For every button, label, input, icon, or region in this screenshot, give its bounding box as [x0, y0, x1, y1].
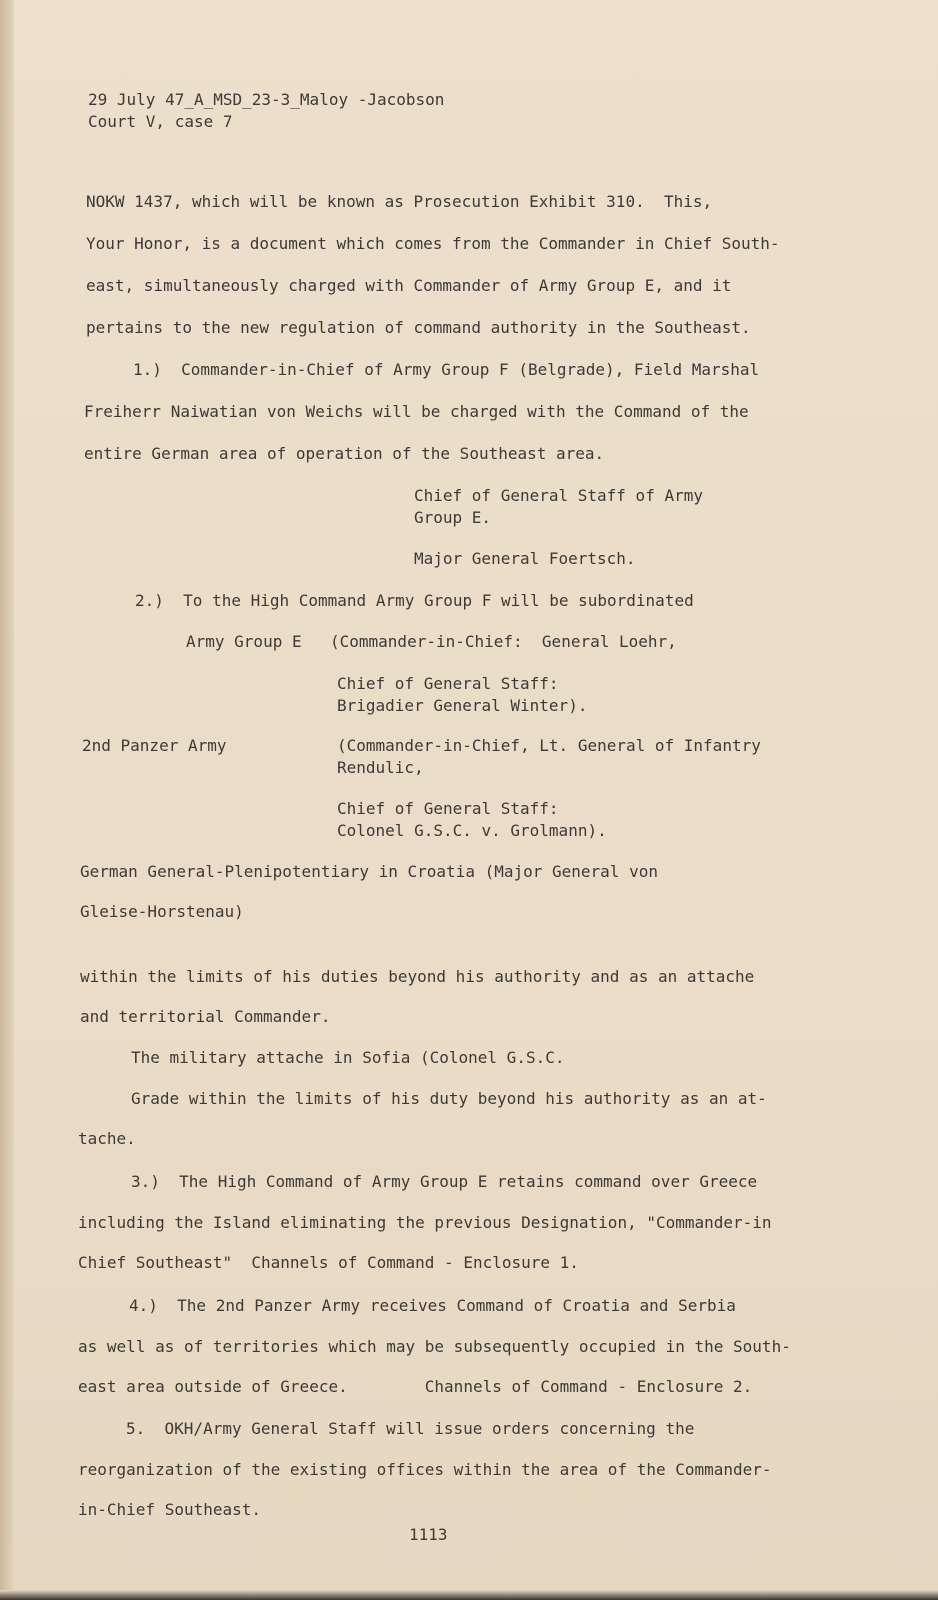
- item2-intro: 2.) To the High Command Army Group F will be subordinated: [135, 591, 694, 610]
- sig2-line: Major General Foertsch.: [414, 549, 636, 568]
- attache-line: The military attache in Sofia (Colonel G.S.C.: [131, 1048, 565, 1067]
- item1-line-3: entire German area of operation of the Southeast area.: [84, 444, 605, 463]
- panzer-army-chief-2: Colonel G.S.C. v. Grolmann).: [337, 821, 607, 840]
- item1-line-2: Freiherr Naiwatian von Weichs will be charged with the Command of the: [84, 402, 749, 421]
- header-line-2: Court V, case 7: [88, 112, 233, 131]
- army-group-e-label: Army Group E: [186, 632, 302, 651]
- within-line-1: within the limits of his duties beyond his authority and as an attache: [80, 967, 755, 986]
- item3-line-1: 3.) The High Command of Army Group E retains command over Greece: [131, 1172, 758, 1191]
- sig1-line-1: Chief of General Staff of Army: [414, 486, 703, 505]
- item4-line-2: as well as of territories which may be subsequently occupied in the South-: [78, 1337, 791, 1356]
- page-left-edge: [0, 0, 14, 1600]
- panzer-army-chief-1: Chief of General Staff:: [337, 799, 559, 818]
- para1-line-1: NOKW 1437, which will be known as Prosecution Exhibit 310. This,: [86, 192, 713, 211]
- para1-line-4: pertains to the new regulation of command authority in the Southeast.: [86, 318, 751, 337]
- page-number: 1113: [409, 1525, 448, 1544]
- para1-line-2: Your Honor, is a document which comes from the Commander in Chief South-: [86, 234, 780, 253]
- item1-line-1: 1.) Commander-in-Chief of Army Group F (Belgrade), Field Marshal: [133, 360, 760, 379]
- plenipotentiary-line-2: Gleise-Horstenau): [80, 902, 244, 921]
- plenipotentiary-line-1: German General-Plenipotentiary in Croatia (Major General von: [80, 862, 658, 881]
- header-line-1: 29 July 47_A_MSD_23-3_Maloy -Jacobson: [88, 90, 445, 109]
- item4-line-3: east area outside of Greece. Channels of Command - Enclosure 2.: [78, 1377, 753, 1396]
- sig1-line-2: Group E.: [414, 508, 492, 527]
- item3-line-3: Chief Southeast" Channels of Command - Enclosure 1.: [78, 1253, 579, 1272]
- item5-line-2: reorganization of the existing offices within the area of the Commander-: [78, 1460, 772, 1479]
- army-group-e-chief-1: Chief of General Staff:: [337, 674, 559, 693]
- army-group-e-desc: (Commander-in-Chief: General Loehr,: [330, 632, 677, 651]
- panzer-army-desc-1: (Commander-in-Chief, Lt. General of Infantry: [337, 736, 761, 755]
- panzer-army-desc-2: Rendulic,: [337, 758, 424, 777]
- page-bottom-edge: [0, 1590, 938, 1600]
- army-group-e-chief-2: Brigadier General Winter).: [337, 696, 588, 715]
- panzer-army-label: 2nd Panzer Army: [82, 736, 227, 755]
- grade-line-2: tache.: [78, 1129, 136, 1148]
- para1-line-3: east, simultaneously charged with Commander of Army Group E, and it: [86, 276, 732, 295]
- item5-line-1: 5. OKH/Army General Staff will issue orders concerning the: [126, 1419, 695, 1438]
- item3-line-2: including the Island eliminating the previous Designation, "Commander-in: [78, 1213, 772, 1232]
- item4-line-1: 4.) The 2nd Panzer Army receives Command of Croatia and Serbia: [129, 1296, 736, 1315]
- grade-line-1: Grade within the limits of his duty beyond his authority as an at-: [131, 1089, 767, 1108]
- item5-line-3: in-Chief Southeast.: [78, 1500, 262, 1519]
- within-line-2: and territorial Commander.: [80, 1007, 331, 1026]
